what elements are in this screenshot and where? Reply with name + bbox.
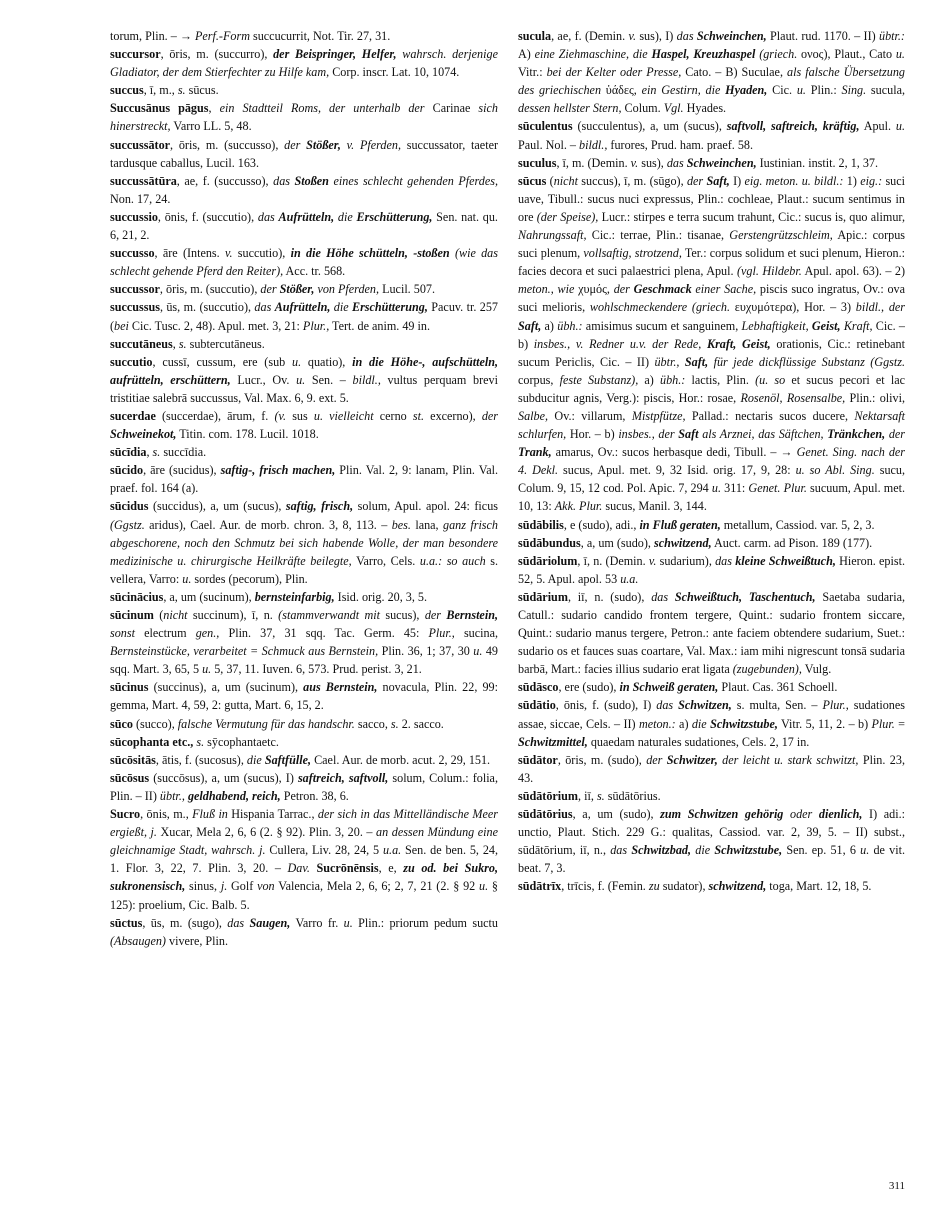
- dictionary-entry: sucerdae (succerdae), ārum, f. (v. sus u. vielleicht cerno st. excerno), der Schweinekot, Titin. com. 178. Lucil. 1018.: [110, 408, 499, 442]
- dictionary-entry: sūcidus (succidus), a, um (sucus), saftig, frisch, solum, Apul. apol. 24: ficus (Ggstz. aridus), Cael. Aur. de morb. chron. 3, 8, 113. – bes. lana, ganz frisch abgeschorene, noch den Schmutz bei sich habende Wolle, der man besondere medizinische u. chirurgische Heilkräfte beilegte, Varro, Cels. u.a.: so auch s. vellera, Varro: u. sordes (pecorum), Plin.: [110, 499, 499, 586]
- dictionary-entry: sūcinācius, a, um (sucinum), bernsteinfarbig, Isid. orig. 20, 3, 5.: [110, 589, 428, 604]
- dictionary-entry: sūdātōrius, a, um (sudo), zum Schwitzen gehörig oder dienlich, I) adi.: unctio, Plaut. Stich. 229 G.: qualitas, Cassiod. var. 2, 39, 5. – II) subst., sūdātōrium, iī, n., das Schwitzbad, die Schwitzstube, Sen. ep. 51, 6 u. de vit. beat. 7, 3.: [518, 807, 905, 876]
- dictionary-entry: sūctus, ūs, m. (sugo), das Saugen, Varro fr. u. Plin.: priorum pedum suctu (Absaugen) vivere, Plin.: [110, 915, 498, 948]
- dictionary-entry: succursor, ōris, m. (succurro), der Beispringer, Helfer, wahrsch. derjenige Gladiator, der dem Stierfechter zu Hilfe kam, Corp. inscr. Lat. 10, 1074.: [110, 47, 498, 80]
- dictionary-entry: succusso, āre (Intens. v. succutio), in die Höhe schütteln, -stoßen (wie das schlecht gehende Pferd den Reiter), Acc. tr. 568.: [110, 246, 498, 279]
- dictionary-entry: sūcōsitās, ātis, f. (sucosus), die Saftfülle, Cael. Aur. de morb. acut. 2, 29, 151.: [110, 752, 491, 767]
- dictionary-entry: suculus, ī, m. (Demin. v. sus), das Schweinchen, Iustinian. instit. 2, 1, 37.: [518, 155, 879, 170]
- dictionary-entry: sūdābilis, e (sudo), adi., in Fluß geraten, metallum, Cassiod. var. 5, 2, 3.: [518, 517, 875, 532]
- dictionary-entry: sūculentus (succulentus), a, um (sucus), saftvoll, saftreich, kräftig, Apul. u. Paul. Nol. – bildl., furores, Prud. ham. praef. 58.: [518, 119, 905, 152]
- left-column: [110, 27, 498, 950]
- dictionary-entry: sūdātrīx, trīcis, f. (Femin. zu sudator), schwitzend, toga, Mart. 12, 18, 5.: [518, 879, 872, 894]
- dictionary-entry: sūdātio, ōnis, f. (sudo), I) das Schwitzen, s. multa, Sen. – Plur., sudationes assae, siccae, Cels. – II) meton.: a) die Schwitzstube, Vitr. 5, 11, 2. – b) Plur. = Schwitzmittel, quaedam naturales sudationes, Cels. 2, 17 in.: [518, 698, 905, 749]
- dictionary-entry: Sucro, ōnis, m., Fluß in Hispania Tarrac., der sich in das Mittelländische Meer ergießt, j. Xucar, Mela 2, 6, 6 (2. § 92). Plin. 3, 20. – an dessen Mündung eine gleichnamige Stadt, wahrsch. j. Cullera, Liv. 28, 24, 5 u.a. Sen. de ben. 5, 24, 1. Flor. 3, 22, 7. Plin. 3, 20. – Dav. Sucrōnēnsis, e, zu od. bei Sukro, sukronensisch, sinus, j. Golf von Valencia, Mela 2, 6, 6; 2, 7, 21 (2. § 92 u. § 125): proelium, Cic. Balb. 5.: [110, 807, 499, 912]
- dictionary-entry: succussātor, ōris, m. (succusso), der Stößer, v. Pferden, succussator, taeter tardusque caballus, Lucil. 163.: [110, 137, 498, 170]
- dictionary-entry: sucula, ae, f. (Demin. v. sus), I) das Schweinchen, Plaut. rud. 1170. – II) übtr.: A) eine Ziehmaschine, die Haspel, Kreuzhaspel (griech. ονος), Plaut., Cato u. Vitr.: bei der Kelter oder Presse, Cato. – B) Suculae, als falsche Übersetzung des griechischen ὑάδες, ein Gestirn, die Hyaden, Cic. u. Plin.: Sing. sucula, dessen hellster Stern, Colum. Vgl. Hyades.: [518, 29, 905, 116]
- dictionary-entry: succussor, ōris, m. (succutio), der Stößer, von Pferden, Lucil. 507.: [110, 282, 436, 297]
- dictionary-entry: sūdātōrium, iī, s. sūdātōrius.: [518, 788, 661, 803]
- dictionary-entry: sūdātor, ōris, m. (sudo), der Schwitzer, der leicht u. stark schwitzt, Plin. 23, 43.: [518, 752, 905, 785]
- dictionary-entry: succussātūra, ae, f. (succusso), das Stoßen eines schlecht gehenden Pferdes, Non. 17, 24.: [110, 173, 498, 206]
- dictionary-entry: sūcinus (succinus), a, um (sucinum), aus Bernstein, novacula, Plin. 22, 99: gemma, Mart. 4, 59, 2: gutta, Mart. 6, 15, 2.: [110, 680, 498, 713]
- dictionary-entry: sūco (succo), falsche Vermutung für das handschr. sacco, s. 2. sacco.: [110, 716, 444, 731]
- dictionary-entry: succussio, ōnis, f. (succutio), das Aufrütteln, die Erschütterung, Sen. nat. qu. 6, 21, 2.: [110, 209, 498, 243]
- dictionary-entry: sūcus (nicht succus), ī, m. (sūgo), der Saft, I) eig. meton. u. bildl.: 1) eig.: suci uave, Tibull.: sucus nuci expressus, Plin.: cochleae, Plaut.: sucum sentimus in ore (der Speise), Lucr.: stirpes e terra sucum trahunt, Cic.: sucus is, quo alimur, Nahrungssaft, Cic.: terrae, Plin.: tisanae, Gerstengrützschleim, Apic.: corpus suci plenum, vollsaftig, strotzend, Ter.: corpus solidum et suci plenum, Hieron.: facies decora et suci palaestrici plena, Apul. (vgl. Hildebr. Apul. apol. 63). – 2) meton., wie χυμός, der Geschmack einer Sache, piscis suco ingratus, Ov.: ova suci melioris, wohlschmeckendere (griech. ευχυμότερα), Hor. – 3) bildl., der Saft, a) übh.: amisimus sucum et sanguinem, Lebhaftigkeit, Geist, Kraft, Cic. – b) insbes., v. Redner u.v. der Rede, Kraft, Geist, orationis, Cic.: retinebant sucum Periclis, Cic. – II) übtr., Saft, für jede dickflüssige Substanz (Ggstz. corpus, feste Substanz), a) übh.: lactis, Plin. (u. so et sucus pecori et lac subducitur agnis, Verg.): piscis, Hor.: rosae, Rosenöl, Rosensalbe, Plin.: olivi, Salbe, Ov.: villarum, Mistpfütze, Pallad.: nectaris sucos ducere, Nektarsaft schlurfen, Hor. – b) insbes., der Saft als Arznei, das Säftchen, Tränkchen, der Trank, amarus, Ov.: sucos herbasque dedi, Tibull. – → Genet. Sing. nach der 4. Dekl. sucus, Apul. met. 9, 32 Isid. orig. 17, 9, 28: u. so Abl. Sing. sucu, Colum. 9, 15, 12 cod. Pol. Apic. 7, 294 u. 311: Genet. Plur. sucuum, Apul. met. 10, 13: Akk. Plur. sucus, Manil. 3, 144.: [518, 173, 906, 514]
- dictionary-entry: succutāneus, s. subtercutāneus.: [110, 336, 265, 351]
- dictionary-entry: sūdābundus, a, um (sudo), schwitzend, Auct. carm. ad Pison. 189 (177).: [518, 535, 873, 550]
- right-column: [518, 27, 905, 896]
- dictionary-entry: succutio, cussī, cussum, ere (sub u. quatio), in die Höhe-, aufschütteln, aufrütteln, erschüttern, Lucr., Ov. u. Sen. – bildl., vultus perquam brevi tristitiae salebrā succussus, Val. Max. 6, 9. ext. 5.: [110, 354, 498, 405]
- dictionary-entry: sūdāriolum, ī, n. (Demin. v. sudarium), das kleine Schweißtuch, Hieron. epist. 52, 5. Apul. apol. 53 u.a.: [518, 553, 905, 586]
- dictionary-entry: sūcōsus (succōsus), a, um (sucus), I) saftreich, saftvoll, solum, Colum.: folia, Plin. – II) übtr., geldhabend, reich, Petron. 38, 6.: [110, 770, 498, 803]
- page-number: 311: [888, 1180, 905, 1192]
- dictionary-entry: succussus, ūs, m. (succutio), das Aufrütteln, die Erschütterung, Pacuv. tr. 257 (bei Cic. Tusc. 2, 48). Apul. met. 3, 21: Plur., Tert. de anim. 49 in.: [110, 300, 498, 333]
- dictionary-entry: sūdārium, iī, n. (sudo), das Schweißtuch, Taschentuch, Saetaba sudaria, Catull.: sudario candido frontem tergere, Quint.: sudario frontem siccare, Quint.: sudario manus tergere, Petron.: ante faciem obtendere sudarium, Suet.: sudario os et fauces suas coartare, Val. Max.: iam mihi nigrescunt tonsā sudaria barbā, Mart.: facies illius sudario erat ligata (zugebunden), Vulg.: [518, 589, 905, 677]
- dictionary-entry: sūcinum (nicht succinum), ī, n. (stammverwandt mit sucus), der Bernstein, sonst electrum gen., Plin. 37, 31 sqq. Tac. Germ. 45: Plur., sucina, Bernsteinstücke, verarbeitet = Schmuck aus Bernstein, Plin. 36, 1; 37, 30 u. 49 sqq. Mart. 3, 65, 5 u. 5, 37, 11. Iuven. 6, 573. Prud. perist. 3, 21.: [110, 608, 498, 677]
- dictionary-entry: sūcophanta etc., s. sȳcophantaetc.: [110, 734, 279, 749]
- dictionary-entry: torum, Plin. – → Perf.-Form succucurrit, Not. Tir. 27, 31.: [110, 29, 391, 43]
- dictionary-entry: sūcīdia, s. succīdia.: [110, 445, 207, 460]
- dictionary-entry: Succusānus pāgus, ein Stadtteil Roms, der unterhalb der Carinae sich hinerstreckt, Varro LL. 5, 48.: [110, 101, 498, 134]
- dictionary-entry: succus, ī, m., s. sūcus.: [110, 83, 219, 98]
- dictionary-entry: sūdāsco, ere (sudo), in Schweiß geraten, Plaut. Cas. 361 Schoell.: [518, 680, 838, 695]
- dictionary-entry: sūcido, āre (sucidus), saftig-, frisch machen, Plin. Val. 2, 9: lanam, Plin. Val. praef. fol. 164 (a).: [110, 463, 498, 496]
